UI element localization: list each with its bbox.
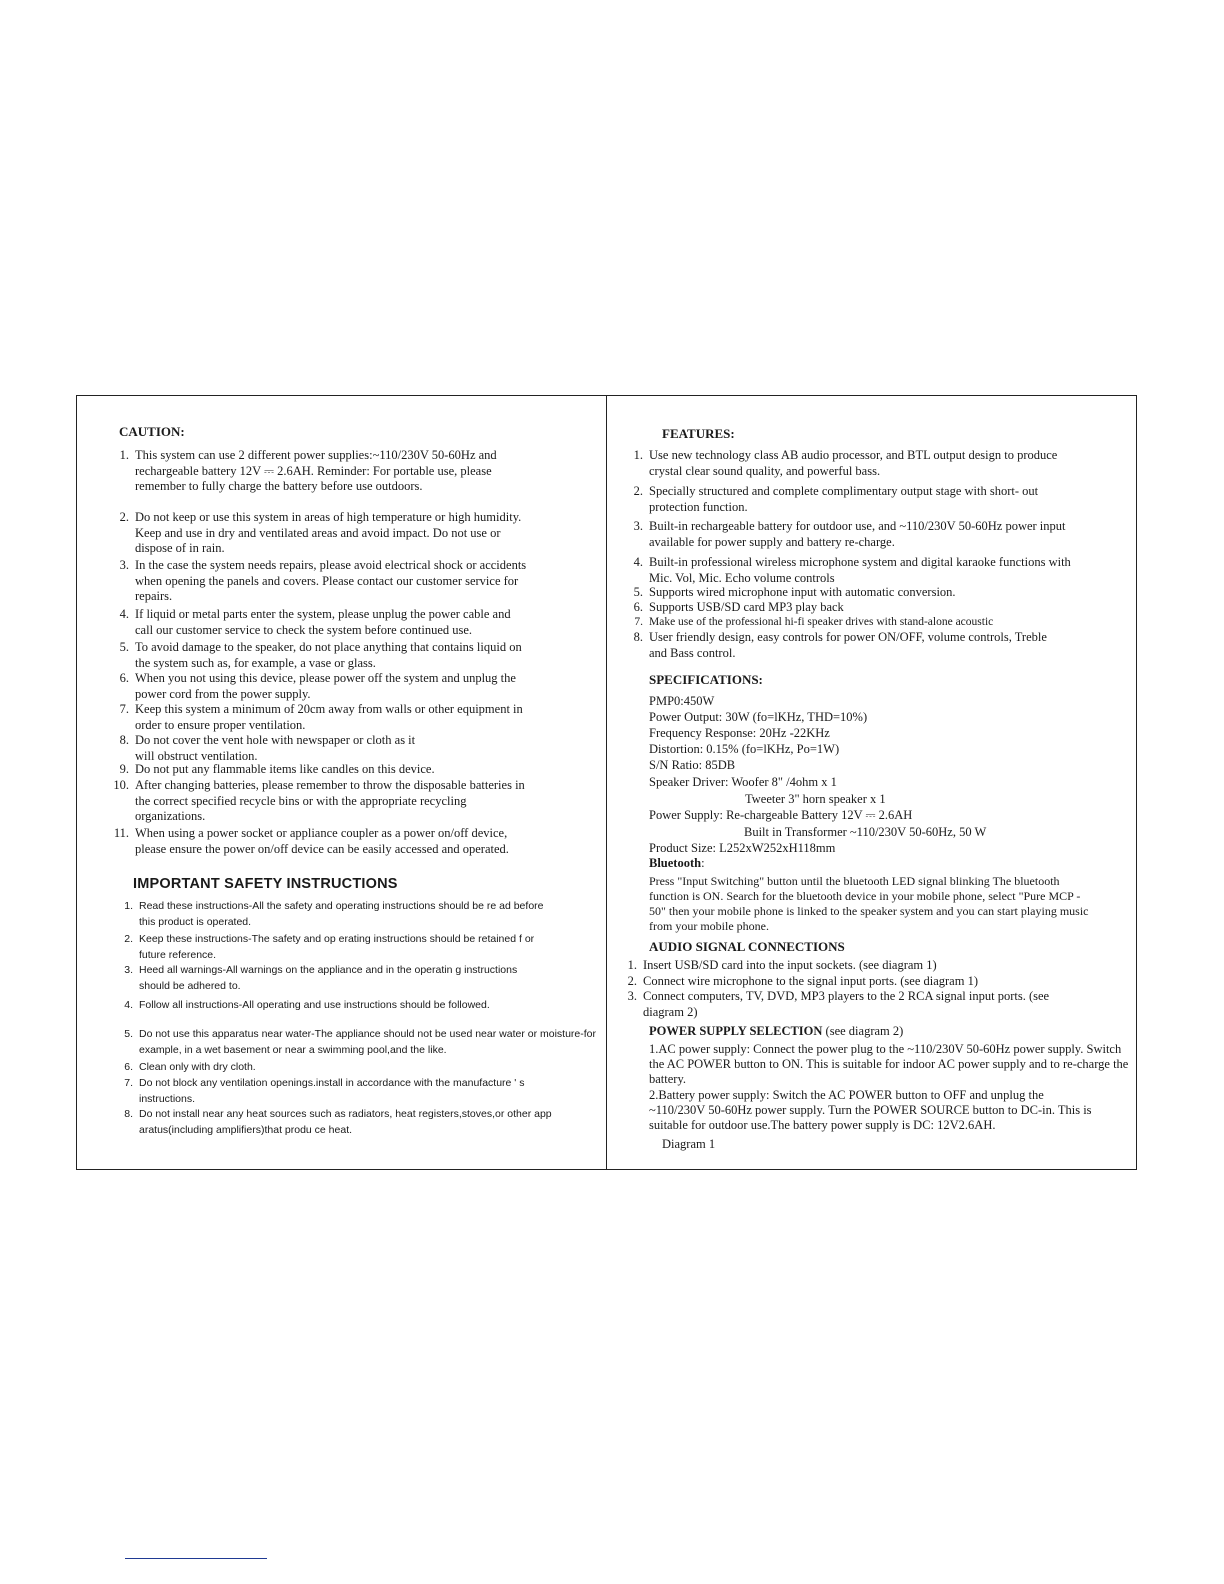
diagram-label: Diagram 1	[662, 1137, 716, 1151]
bluetooth-text: Press "Input Switching" button until the bluetooth LED signal blinking The bluetooth function is ON. Search for the bluetooth device in your mobile phone, select "Pure MCP - 50" then your mobile phone is linked to the speaker system and you can start playing music from your mobile phone.	[649, 874, 1089, 933]
spec-line: Power Output: 30W (fo=lKHz, THD=10%)	[649, 710, 868, 724]
spec-line: Tweeter 3" horn speaker x 1	[745, 792, 886, 806]
footer-rule	[125, 1558, 267, 1559]
spec-line: PMP0:450W	[649, 694, 715, 708]
power-subtitle: (see diagram 2)	[822, 1024, 904, 1038]
caution-title: CAUTION:	[119, 424, 185, 439]
spec-line: S/N Ratio: 85DB	[649, 758, 736, 772]
manual-page-frame: CAUTION: 1. This system can use 2 different power supplies:~110/230V 50-60Hz and rechargeable battery 12V ⎓ 2.6AH. Reminder: For portable use, please remember to fully charge the battery before use outdoors. 2. Do not keep or use this system in areas of high temperature or high humidity. Keep and use in dry and ventilated areas and avoid impact. Do not use or dispose of in rain. 3. In the case the system needs repairs, please avoid electrical shock or accidents when opening the panels and covers. Please contact our customer service for repairs. 4. If liquid or metal parts enter the system, please unplug the power cable and call our customer service to check the system before continued use. 5. To avoid damage to the speaker, do not place anything that contains liquid on the system such as, for example, a vase or glass. 6. When you not using this device, please power off the system and unplug the power cord from the power supply. 7. Keep this system a minimum of 20cm away from walls or other equipment in order to ensure proper ventilation. 8. Do not cover the vent hole with newspaper or cloth as it will obstruct ventilation. 9. Do not put any flammable items like candles on this device. 10. After changing batteries, please remember to throw the disposable batteries in the correct specified recycle bins or with the appropriate recycling organizations. 11. When using a power socket or appliance coupler as a power on/off device, please ensure the power on/off device can be easily accessed and operated. IMPORTANT SAFETY INSTRUCTIONS 1. Read these instructions-All the safety and operating instructions should be re ad before this product is operated. 2. Keep these instructions-The safety and op erating instructions should be retained f or future reference. 3. Heed all warnings-All warnings on the appliance and in the operatin g instructions should be adhered to. 4. Follow all instructions-All operating and use instructions should be followed. 5. Do not use this apparatus near water-The appliance should not be used near water or moisture-for example, in a wet basement or near a swimming pool,and the like. 6. Clean only with dry cloth. 7. Do not block any ventilation openings.install in accordance with the manufacture ' s instructions. 8. Do not install near any heat sources such as radiators, heat registers,stoves,or other app aratus(including amplifiers)that produ ce heat. FEATURES: 1. Use new technology class AB audio processor, and BTL output design to produce crystal clear sound quality, and powerful bass. 2. Specially structured and complete complimentary output stage with short- out protection function. 3. Built-in rechargeable battery for outdoor use, and ~110/230V 50-60Hz power input available for power supply and battery re-charge. 4. Built-in professional wireless microphone system and digital karaoke functions with Mic. Vol, Mic. Echo volume controls 5. Supports wired microphone input with automatic conversion. 6. Supports USB/SD card MP3 play back 7. Make use of the professional hi-fi speaker drives with stand-alone acoustic 8. User friendly design, easy controls for power ON/OFF, volume controls, Treble and Bass control. SPECIFICATIONS: PMP0:450W Power Output: 30W (fo=lKHz, THD=10%) Frequency Response: 20Hz -22KHz Distortion: 0.15% (fo=lKHz, Po=1W) S/N Ratio: 85DB Speaker Driver: Woofer 8" /4ohm x 1 Tweeter 3" horn speaker x 1 Power Supply: Re-chargeable Battery 12V ⎓ 2.6AH Built in Transformer ~110/230V 50-60Hz, 50 W Product Size: L252xW252xH118mm Bluetooth: Press "Input Switching" button until the bluetooth LED signal blinking The bluetooth function is ON. Search for the bluetooth device in your mobile phone, select "Pure MCP - 50" then your mobile phone is linked to the speaker system and you can start playing music from your mobile phone. AUDIO SIGNAL CONNECTIONS 1. Insert USB/SD card into the input sockets. (see diagram 1) 2. Connect wire microphone to the signal input ports. (see diagram 1) 3. Connect computers, TV, DVD, MP3 players to the 2 RCA signal input ports. (see diagram 2) POWER SUPPLY SELECTION (see diagram 2) 1.AC power supply: Connect the power plug to the ~110/230V 50-60Hz power supply. Switch the AC POWER button to ON. This is suitable for indoor AC power supply and to re-charge the battery. 2.Battery power supply: Switch the AC POWER button to OFF and unplug the ~110/230V 50-60Hz power supply. Turn the POWER SOURCE button to DC-in. This is suitable for outdoor use.The battery power supply is DC: 12V2.6AH. Diagram 1	[76, 395, 1137, 1170]
power-ac-text: 1.AC power supply: Connect the power plug to the ~110/230V 50-60Hz power supply. Switch the AC POWER button to ON. This is suitable for indoor AC power supply and to re-charge the battery.	[649, 1042, 1129, 1086]
bluetooth-title: Bluetooth	[649, 856, 702, 870]
features-title: FEATURES:	[662, 426, 735, 441]
audio-title: AUDIO SIGNAL CONNECTIONS	[649, 939, 845, 954]
bluetooth-colon: :	[701, 856, 705, 870]
bluetooth-heading	[649, 856, 705, 872]
spec-line: Speaker Driver: Woofer 8" /4ohm x 1	[649, 775, 837, 789]
spec-line: Frequency Response: 20Hz -22KHz	[649, 726, 830, 740]
spec-line: Distortion: 0.15% (fo=lKHz, Po=1W)	[649, 742, 840, 756]
safety-title: IMPORTANT SAFETY INSTRUCTIONS	[133, 876, 398, 892]
power-battery-text: 2.Battery power supply: Switch the AC POWER button to OFF and unplug the ~110/230V 50-60Hz power supply. Turn the POWER SOURCE button to DC-in. This is suitable for outdoor use.The battery power supply is DC: 12V2.6AH.	[649, 1088, 1092, 1132]
spec-line: Product Size: L252xW252xH118mm	[649, 841, 836, 855]
spec-line: Power Supply: Re-chargeable Battery 12V ⎓ 2.6AH	[649, 808, 913, 822]
spec-line: Built in Transformer ~110/230V 50-60Hz, 50 W	[744, 825, 987, 839]
power-title: POWER SUPPLY SELECTION	[649, 1024, 823, 1038]
power-heading	[649, 1024, 903, 1040]
specifications-title: SPECIFICATIONS:	[649, 672, 763, 687]
